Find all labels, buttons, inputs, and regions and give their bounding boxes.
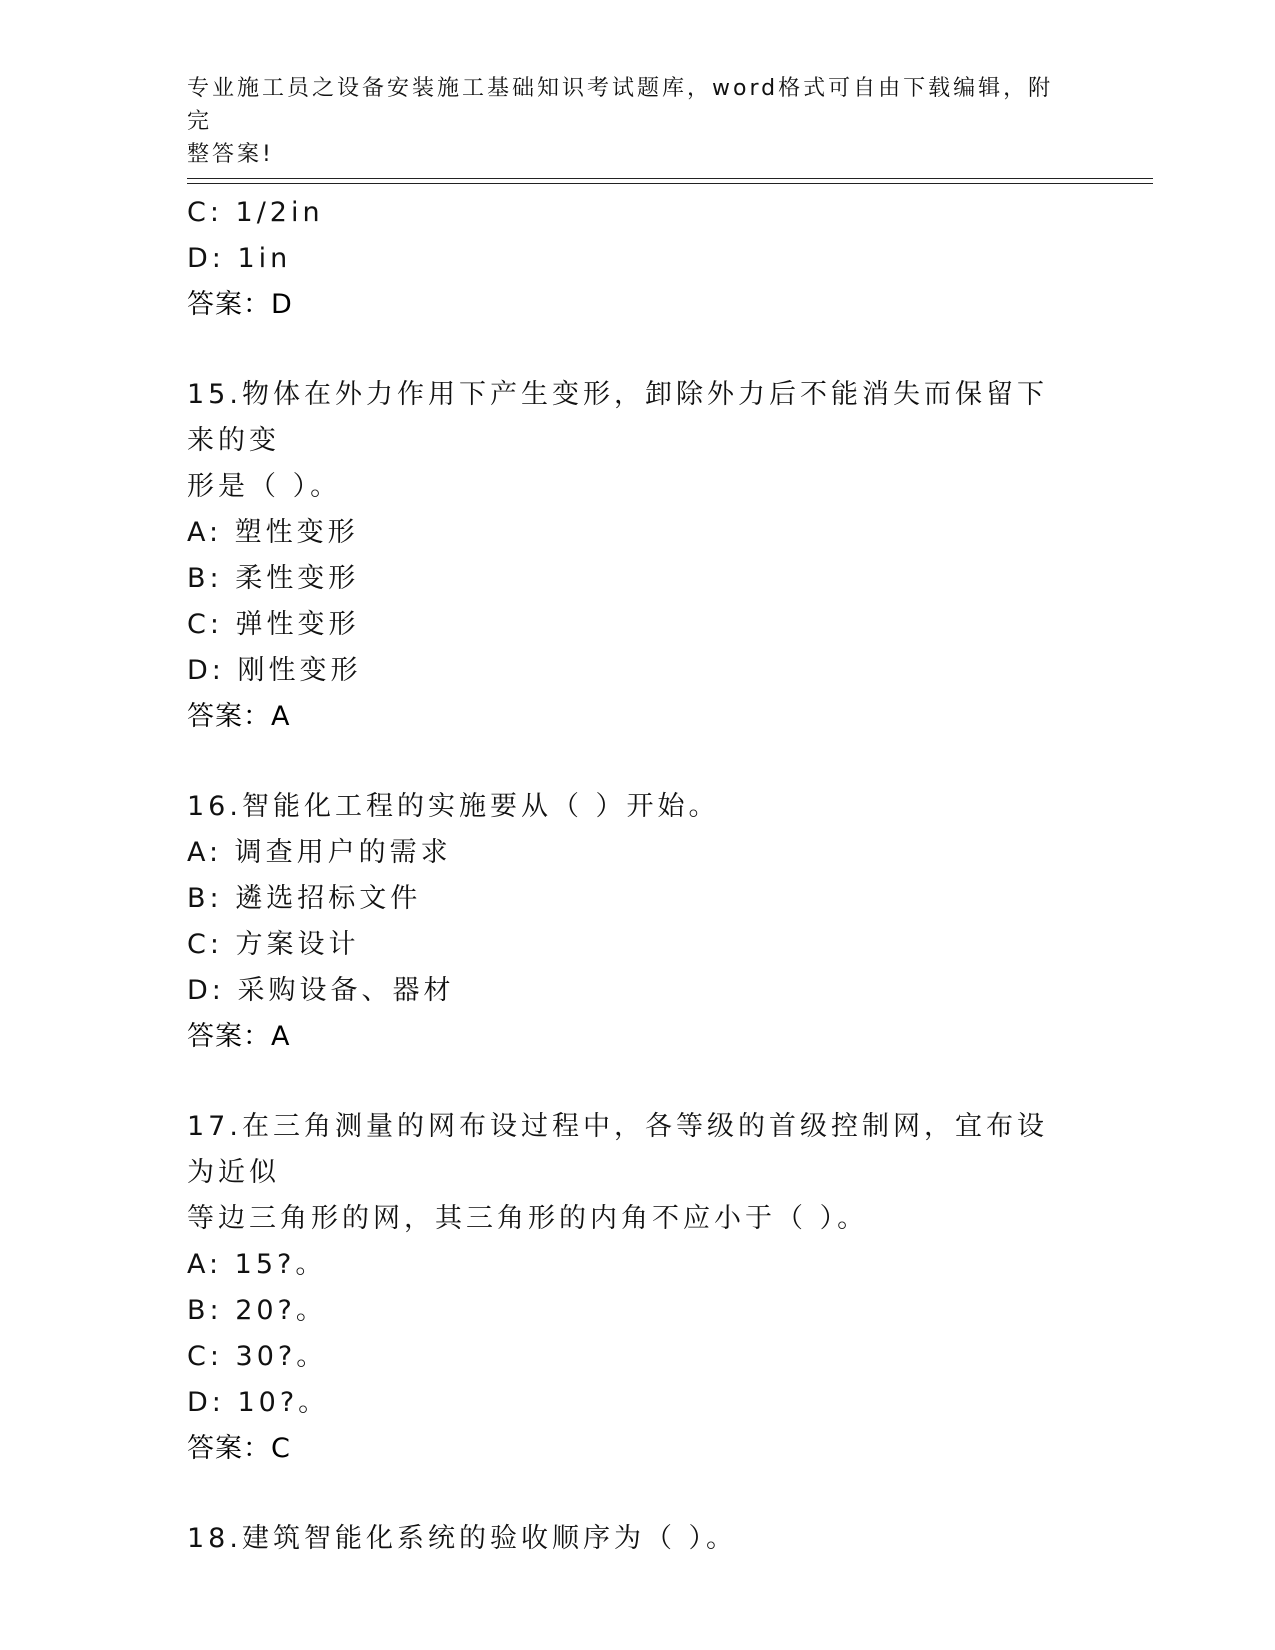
option-a: A: 15?。 [187, 1249, 327, 1280]
question-18 [187, 1516, 1087, 1562]
option-a: A: 调查用户的需求 [187, 837, 452, 868]
continued-question [187, 190, 1087, 328]
option-d: D: 刚性变形 [187, 655, 362, 686]
header-divider-top [187, 178, 1153, 179]
question-list [187, 190, 1087, 1562]
option-d: D: 采购设备、器材 [187, 975, 455, 1006]
option-b: B: 20?。 [187, 1295, 327, 1326]
answer: 答案：D [187, 289, 293, 320]
answer: 答案：A [187, 701, 291, 732]
question-stem-line-1: 18.建筑智能化系统的验收顺序为（ ）。 [187, 1523, 738, 1554]
spacer [187, 740, 1087, 784]
question-stem-line-1: 15.物体在外力作用下产生变形，卸除外力后不能消失而保留下来的变 [187, 379, 1048, 456]
option-b: B: 遴选招标文件 [187, 883, 422, 914]
option-d: D: 10?。 [187, 1387, 330, 1418]
question-stem-line-2: 等边三角形的网，其三角形的内角不应小于（ ）。 [187, 1203, 869, 1234]
header-line-1: 专业施工员之设备安装施工基础知识考试题库，word格式可自由下载编辑，附完 [187, 76, 1054, 134]
option-a: A: 塑性变形 [187, 517, 359, 548]
question-stem-line-2: 形是（ ）。 [187, 471, 342, 502]
option-b: B: 柔性变形 [187, 563, 360, 594]
answer: 答案：A [187, 1021, 291, 1052]
spacer [187, 1472, 1087, 1516]
option-d: D: 1in [187, 243, 292, 274]
spacer [187, 1060, 1087, 1104]
option-c: C: 方案设计 [187, 929, 360, 960]
document-header [187, 72, 1067, 171]
question-stem-line-1: 17.在三角测量的网布设过程中，各等级的首级控制网，宜布设为近似 [187, 1111, 1048, 1188]
option-c: C: 30?。 [187, 1341, 328, 1372]
answer: 答案：C [187, 1433, 291, 1464]
option-c: C: 弹性变形 [187, 609, 360, 640]
header-line-2: 整答案! [187, 142, 274, 167]
spacer [187, 328, 1087, 372]
question-17 [187, 1104, 1087, 1472]
header-divider-bottom [187, 183, 1153, 184]
question-stem-line-1: 16.智能化工程的实施要从（ ）开始。 [187, 791, 720, 822]
question-15 [187, 372, 1087, 740]
question-16 [187, 784, 1087, 1060]
option-c: C: 1/2in [187, 197, 324, 228]
